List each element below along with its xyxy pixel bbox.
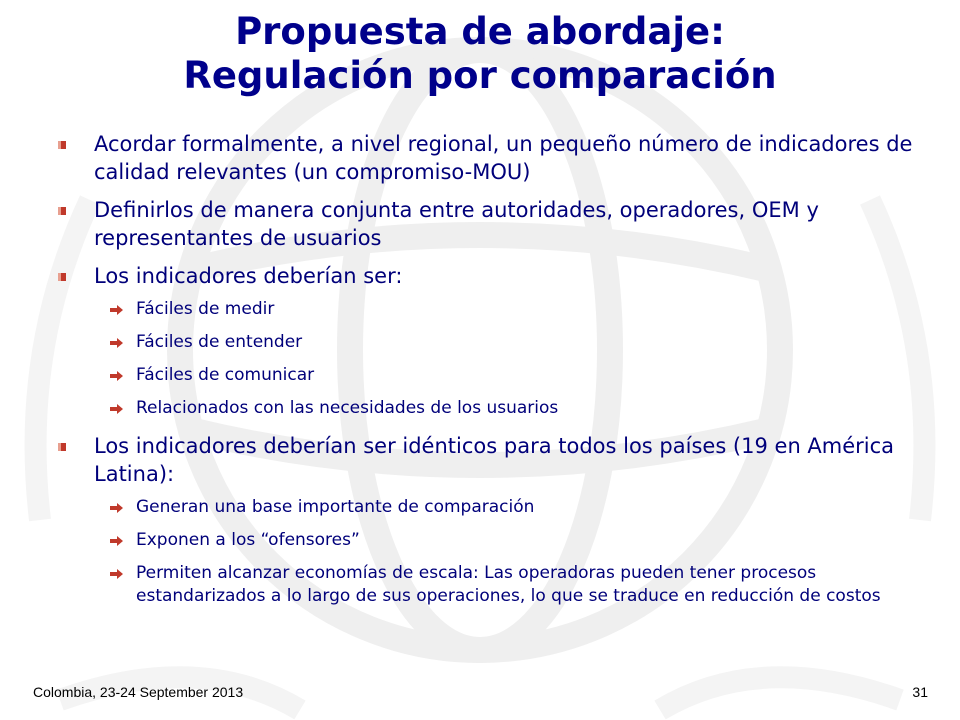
- red-square-bullet-icon: [58, 141, 66, 149]
- sub-bullet-text: Fáciles de comunicar: [136, 365, 315, 385]
- sub-bullet-text: Fáciles de entender: [136, 332, 303, 352]
- bullet-text: Los indicadores deberían ser:: [94, 264, 403, 288]
- sub-bullet-text: Relacionados con las necesidades de los usuarios: [136, 398, 559, 418]
- sub-bullet-text: Exponen a los “ofensores”: [136, 530, 360, 550]
- red-square-bullet-icon: [58, 207, 66, 215]
- sub-bullet-item: [136, 496, 916, 519]
- red-square-bullet-icon: [58, 273, 66, 281]
- red-arrow-bullet-icon: [110, 404, 123, 414]
- page-number: 31: [912, 684, 928, 700]
- red-arrow-bullet-icon: [110, 371, 123, 381]
- sub-bullet-item: [136, 397, 916, 420]
- footer-event: Colombia, 23-24 September 2013: [33, 684, 244, 700]
- sub-bullet-text: Generan una base importante de comparación: [136, 497, 535, 517]
- slide-content: [0, 130, 960, 618]
- sub-bullet-item: [136, 529, 916, 552]
- red-arrow-bullet-icon: [110, 569, 123, 579]
- bullet-item: [94, 130, 914, 186]
- slide-title-line1: Propuesta de abordaje:: [235, 10, 725, 53]
- bullet-text: Definirlos de manera conjunta entre autoridades, operadores, OEM y representantes de usuarios: [94, 198, 819, 250]
- red-arrow-bullet-icon: [110, 503, 123, 513]
- sub-bullet-item: [136, 298, 916, 321]
- bullet-item: [94, 262, 914, 290]
- red-arrow-bullet-icon: [110, 305, 123, 315]
- bullet-item: [94, 432, 914, 488]
- slide-title-line2: Regulación por comparación: [183, 54, 777, 97]
- bullet-text: Los indicadores deberían ser idénticos para todos los países (19 en América Latina):: [94, 434, 895, 486]
- bullet-text: Acordar formalmente, a nivel regional, un pequeño número de indicadores de calidad relevantes (un compromiso-MOU): [94, 132, 913, 184]
- sub-bullet-text: Fáciles de medir: [136, 299, 275, 319]
- sub-bullet-item: [136, 562, 916, 608]
- red-arrow-bullet-icon: [110, 338, 123, 348]
- red-square-bullet-icon: [58, 443, 66, 451]
- sub-bullet-item: [136, 331, 916, 354]
- sub-bullet-text: Permiten alcanzar economías de escala: Las operadoras pueden tener procesos estandarizados a lo largo de sus operaciones, lo que se traduce en reducción de costos: [136, 563, 881, 606]
- bullet-item: [94, 196, 914, 252]
- sub-bullet-item: [136, 364, 916, 387]
- red-arrow-bullet-icon: [110, 536, 123, 546]
- slide-title: [40, 10, 920, 98]
